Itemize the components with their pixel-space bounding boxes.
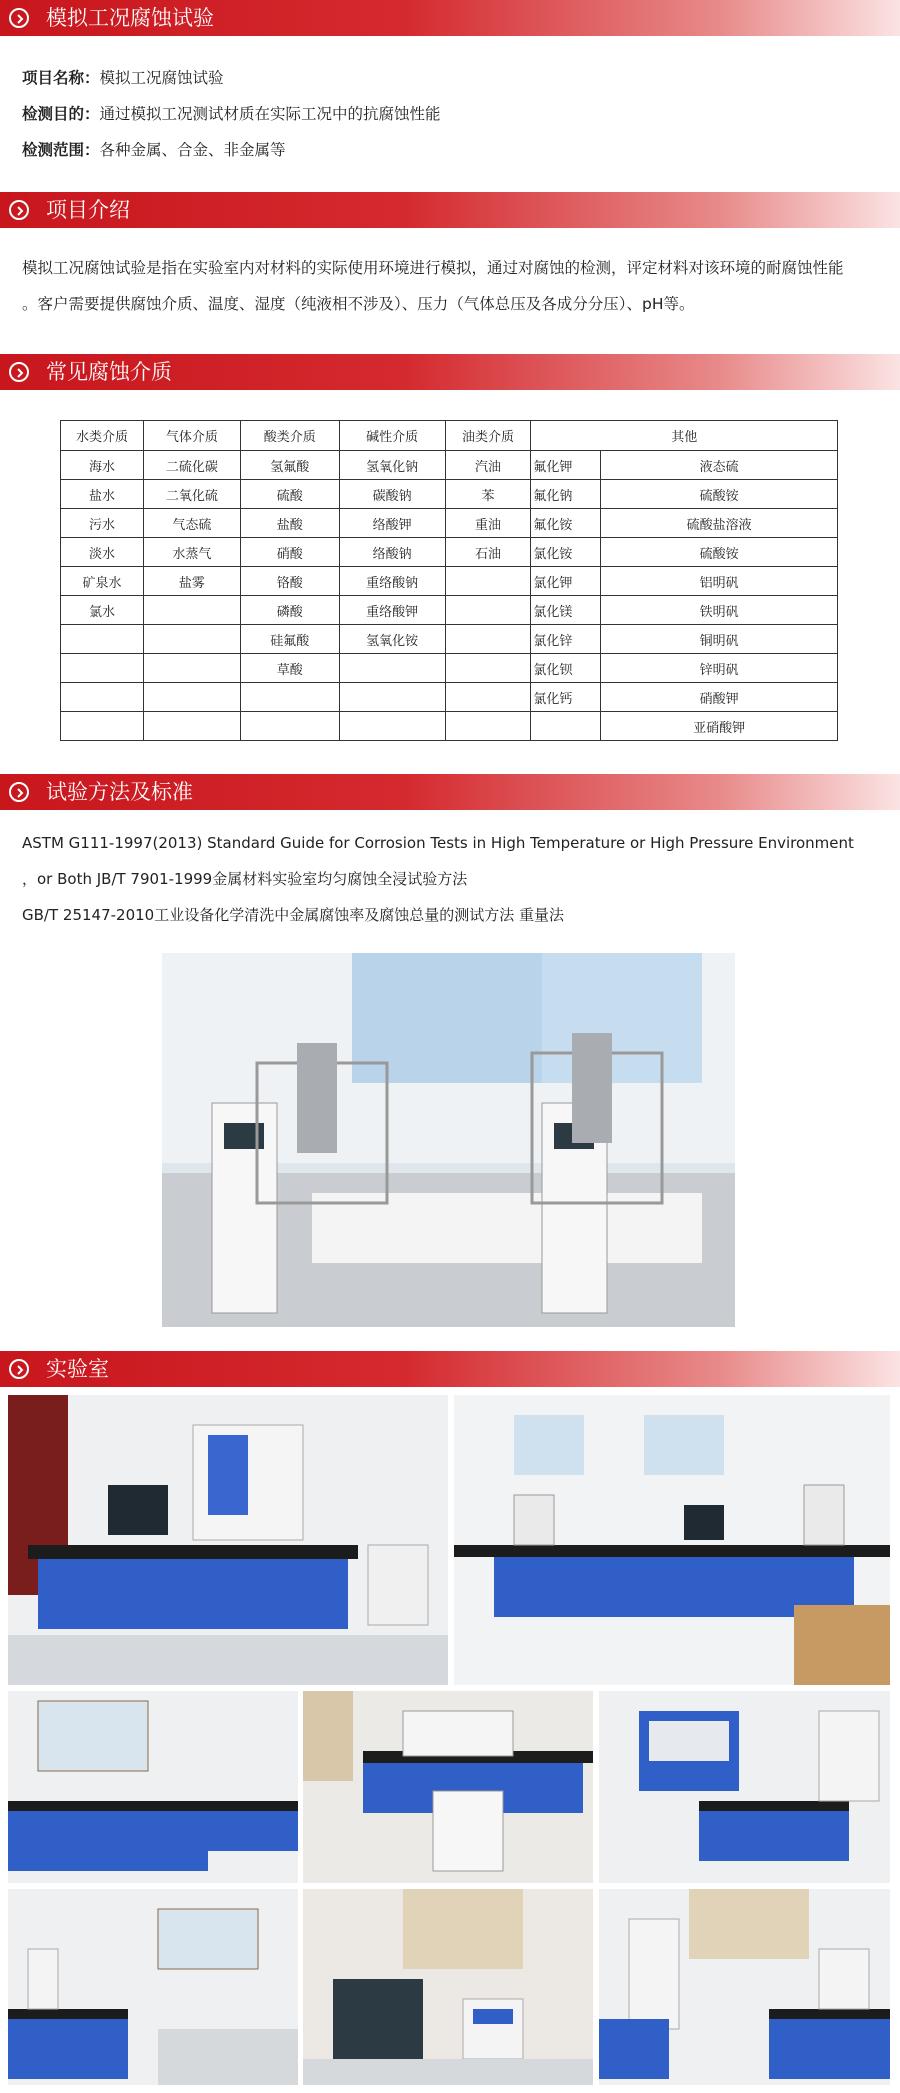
table-cell: 氟化钾	[531, 451, 601, 480]
section-title: 模拟工况腐蚀试验	[46, 6, 214, 30]
table-cell: 污水	[61, 509, 144, 538]
table-cell: 硫酸铵	[601, 538, 838, 567]
intro-line: 。客户需要提供腐蚀介质、温度、湿度（纯液相不涉及）、压力（气体总压及各成分分压）、pH等。	[22, 295, 695, 313]
column-header: 酸类介质	[240, 421, 339, 451]
table-cell: 矿泉水	[61, 567, 144, 596]
table-cell	[143, 596, 240, 625]
lab-photo	[454, 1395, 890, 1685]
table-cell: 汽油	[445, 451, 531, 480]
table-cell: 海水	[61, 451, 144, 480]
table-cell: 石油	[445, 538, 531, 567]
table-cell	[445, 654, 531, 683]
column-header: 油类介质	[445, 421, 531, 451]
table-cell	[143, 654, 240, 683]
table-cell: 盐雾	[143, 567, 240, 596]
table-row	[61, 712, 838, 741]
table-cell	[445, 596, 531, 625]
table-cell: 磷酸	[240, 596, 339, 625]
table-cell: 氯化钙	[531, 683, 601, 712]
column-header: 其他	[531, 421, 838, 451]
table-row	[61, 451, 838, 480]
lab-photo	[8, 1889, 298, 2085]
table-cell: 氯化钡	[531, 654, 601, 683]
section-header	[0, 0, 900, 36]
table-cell: 盐酸	[240, 509, 339, 538]
lab-photo	[8, 1395, 448, 1685]
table-cell: 硅氟酸	[240, 625, 339, 654]
table-cell: 氯化钾	[531, 567, 601, 596]
table-cell: 二硫化碳	[143, 451, 240, 480]
table-cell: 氯化镁	[531, 596, 601, 625]
lab-photo	[303, 1691, 593, 1883]
table-cell	[61, 625, 144, 654]
section-title: 试验方法及标准	[46, 780, 193, 804]
arrow-right-icon	[9, 1359, 29, 1379]
section-header	[0, 1351, 900, 1387]
table-cell: 氢氧化钠	[339, 451, 445, 480]
table-cell	[339, 712, 445, 741]
project-purpose-row	[22, 102, 441, 124]
section-title: 项目介绍	[46, 198, 130, 222]
table-cell: 硝酸钾	[601, 683, 838, 712]
method-line: GB/T 25147-2010工业设备化学清洗中金属腐蚀率及腐蚀总量的测试方法 重量法	[22, 906, 564, 924]
table-cell: 氯水	[61, 596, 144, 625]
table-cell: 淡水	[61, 538, 144, 567]
lab-photo	[599, 1889, 890, 2085]
table-cell: 络酸钾	[339, 509, 445, 538]
table-cell	[445, 683, 531, 712]
table-cell: 气态硫	[143, 509, 240, 538]
column-header: 气体介质	[143, 421, 240, 451]
table-cell: 氢氧化铵	[339, 625, 445, 654]
table-cell	[143, 625, 240, 654]
table-cell	[61, 654, 144, 683]
method-line: ASTM G111-1997(2013) Standard Guide for Corrosion Tests in High Temperature or High Pressure Environment	[22, 834, 854, 852]
table-cell: 亚硝酸钾	[601, 712, 838, 741]
table-cell	[531, 712, 601, 741]
lab-photo	[303, 1889, 593, 2085]
table-cell	[240, 683, 339, 712]
table-cell	[445, 625, 531, 654]
lab-photo	[599, 1691, 890, 1883]
table-cell: 硝酸	[240, 538, 339, 567]
project-scope-value: 各种金属、合金、非金属等	[99, 141, 286, 159]
project-name-label: 项目名称：	[22, 69, 100, 87]
arrow-right-icon	[9, 362, 29, 382]
table-row	[61, 509, 838, 538]
arrow-right-icon	[9, 200, 29, 220]
table-cell: 水蒸气	[143, 538, 240, 567]
table-cell: 草酸	[240, 654, 339, 683]
lab-photo	[8, 1691, 298, 1883]
table-cell: 铁明矾	[601, 596, 838, 625]
project-scope-label: 检测范围：	[22, 141, 100, 159]
table-cell: 硫酸盐溶液	[601, 509, 838, 538]
project-name-value: 模拟工况腐蚀试验	[99, 69, 224, 87]
project-purpose-label: 检测目的：	[22, 105, 100, 123]
intro-paragraph	[22, 250, 882, 322]
table-cell: 苯	[445, 480, 531, 509]
table-cell: 氟化钠	[531, 480, 601, 509]
table-cell	[61, 712, 144, 741]
table-cell: 氟化铵	[531, 509, 601, 538]
table-cell: 硫酸	[240, 480, 339, 509]
table-cell	[61, 683, 144, 712]
table-cell: 液态硫	[601, 451, 838, 480]
table-row	[61, 538, 838, 567]
table-row	[61, 480, 838, 509]
table-cell	[339, 683, 445, 712]
intro-line: 模拟工况腐蚀试验是指在实验室内对材料的实际使用环境进行模拟，通过对腐蚀的检测，评定材料对该环境的耐腐蚀性能	[22, 259, 844, 277]
table-header-row	[61, 421, 838, 451]
table-cell: 盐水	[61, 480, 144, 509]
table-cell: 重络酸钠	[339, 567, 445, 596]
section-header	[0, 354, 900, 390]
table-row	[61, 596, 838, 625]
table-cell: 硫酸铵	[601, 480, 838, 509]
table-cell: 重油	[445, 509, 531, 538]
table-cell: 氯化铵	[531, 538, 601, 567]
table-cell	[445, 712, 531, 741]
table-cell: 铝明矾	[601, 567, 838, 596]
corrosion-media-table	[60, 420, 838, 741]
project-name-row	[22, 66, 224, 88]
table-cell	[143, 712, 240, 741]
arrow-right-icon	[9, 782, 29, 802]
table-cell	[143, 683, 240, 712]
table-cell: 铜明矾	[601, 625, 838, 654]
table-cell: 铬酸	[240, 567, 339, 596]
methods-paragraph	[22, 825, 882, 933]
column-header: 水类介质	[61, 421, 144, 451]
table-cell: 氢氟酸	[240, 451, 339, 480]
table-cell	[339, 654, 445, 683]
column-header: 碱性介质	[339, 421, 445, 451]
section-title: 常见腐蚀介质	[46, 360, 172, 384]
table-cell	[240, 712, 339, 741]
project-scope-row	[22, 138, 286, 160]
arrow-right-icon	[9, 8, 29, 28]
table-cell: 氯化锌	[531, 625, 601, 654]
section-header	[0, 774, 900, 810]
table-cell	[445, 567, 531, 596]
table-cell: 重络酸钾	[339, 596, 445, 625]
corrosion-apparatus-photo	[162, 953, 735, 1327]
table-cell: 锌明矾	[601, 654, 838, 683]
table-row	[61, 683, 838, 712]
section-header	[0, 192, 900, 228]
section-title: 实验室	[46, 1357, 109, 1381]
table-cell: 络酸钠	[339, 538, 445, 567]
table-cell: 碳酸钠	[339, 480, 445, 509]
project-purpose-value: 通过模拟工况测试材质在实际工况中的抗腐蚀性能	[99, 105, 441, 123]
table-row	[61, 625, 838, 654]
method-line: ，or Both JB/T 7901-1999金属材料实验室均匀腐蚀全浸试验方法	[22, 870, 468, 888]
table-row	[61, 567, 838, 596]
table-cell: 二氧化硫	[143, 480, 240, 509]
table-row	[61, 654, 838, 683]
